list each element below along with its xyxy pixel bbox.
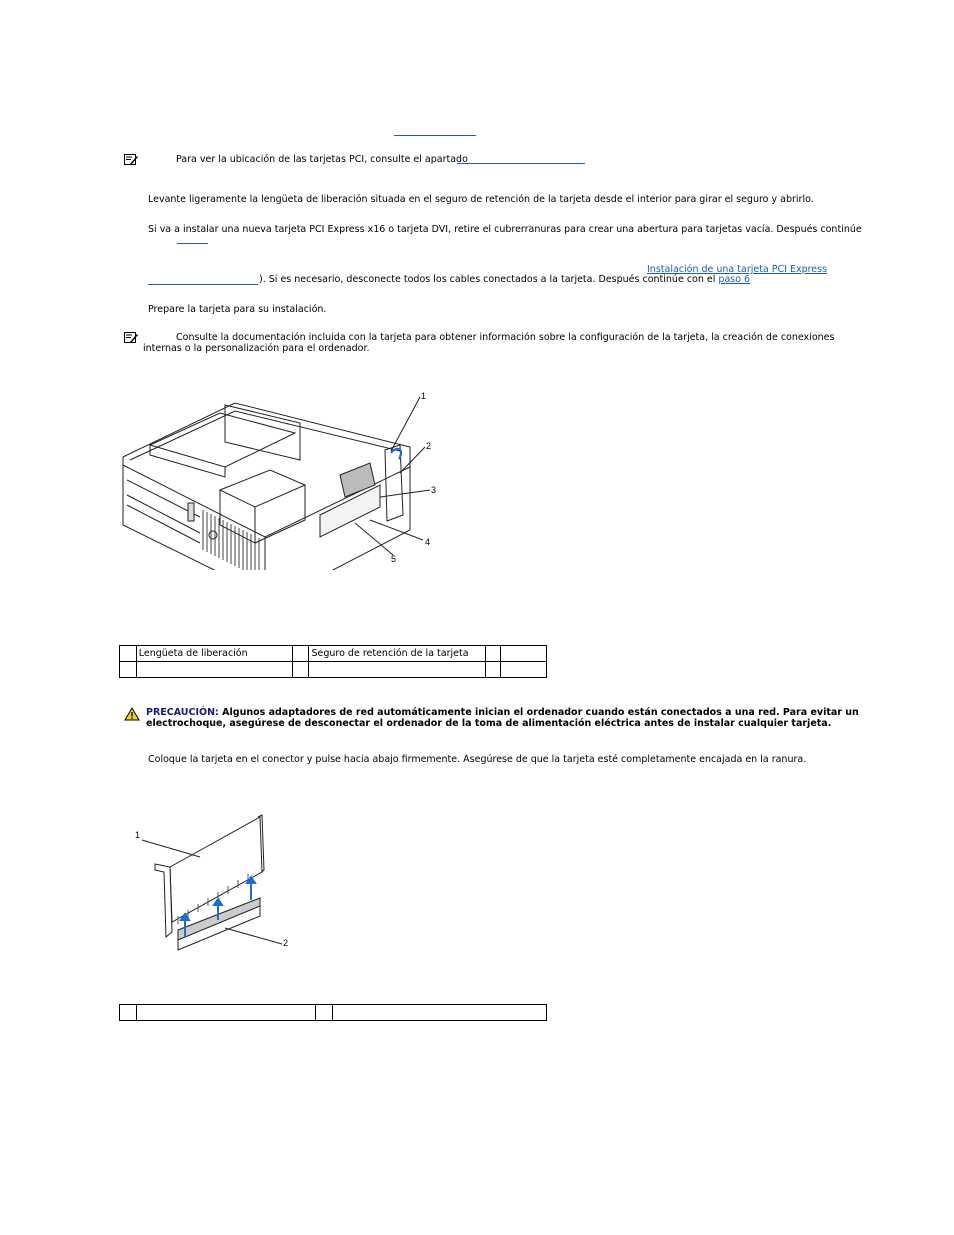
callout-2: 2 (283, 938, 289, 948)
table-cell (309, 662, 486, 678)
table-cell (120, 646, 137, 662)
link-underline-pci-location[interactable] (457, 163, 585, 164)
link-underline-install-pci[interactable] (148, 284, 258, 285)
table-row (120, 1005, 547, 1021)
note-documentation-line1: Consulte la documentación incluida con la tarjeta para obtener información sobre la configuración de la tarjeta, la creación de conexiones (176, 332, 835, 343)
table-cell (500, 662, 546, 678)
step-prepare: Prepare la tarjeta para su instalación. (148, 304, 327, 315)
note-pci-location-text: Para ver la ubicación de las tarjetas PCI, consulte el apartado (176, 154, 468, 165)
link-install-pci-express[interactable]: Instalación de una tarjeta PCI Express (647, 264, 828, 275)
step-place-card: Coloque la tarjeta en el conector y pulse hacia abajo firmemente. Asegúrese de que la tarjeta esté completamente encajada en la ranura. (148, 754, 807, 765)
table-cell (486, 646, 501, 662)
step-replace-text (259, 274, 750, 285)
caution-text-1: Algunos adaptadores de red automáticamente inician el ordenador cuando están conectados a una red. Para evitar un (222, 707, 859, 718)
table-cell (486, 662, 501, 678)
note-documentation-line2: internas o la personalización para el ordenador. (143, 343, 370, 354)
note-pencil-icon (124, 332, 138, 344)
callout-5: 5 (391, 554, 397, 564)
callout-2: 2 (426, 441, 432, 451)
caution-line2: electrochoque, asegúrese de desconectar el ordenador de la toma de alimentación eléctrica antes de instalar cualquier tarjeta. (146, 718, 832, 729)
table-cell (332, 1005, 547, 1021)
table-cell (120, 1005, 137, 1021)
caution-label: PRECAUCIÓN: (146, 707, 219, 718)
step-release-tab: Levante ligeramente la lengüeta de liberación situada en el seguro de retención de la tarjeta desde el interior para girar el seguro y abrirlo. (148, 194, 814, 205)
table-cell (315, 1005, 332, 1021)
figure-card-connector (130, 812, 300, 960)
table-cell: Lengüeta de liberación (136, 646, 292, 662)
parts-table-1 (119, 645, 547, 678)
note-pencil-icon (124, 154, 138, 166)
caution-warning-icon (124, 707, 140, 721)
step-install-new: Si va a instalar una nueva tarjeta PCI Express x16 o tarjeta DVI, retire el cubrerranuras para crear una abertura para tarjetas vacía. Después continúe (148, 224, 862, 235)
table-cell (136, 1005, 315, 1021)
table-row (120, 646, 547, 662)
table-cell (500, 646, 546, 662)
table-cell: Seguro de retención de la tarjeta (309, 646, 486, 662)
table-cell (120, 662, 137, 678)
step-replace-rest: ). Si es necesario, desconecte todos los cables conectados a la tarjeta. Después continúe con el (259, 274, 716, 285)
link-underline-continue[interactable] (177, 243, 208, 244)
table-cell (136, 662, 292, 678)
table-cell (292, 646, 309, 662)
callout-1: 1 (421, 391, 427, 401)
callout-1: 1 (135, 830, 141, 840)
parts-table-2 (119, 1004, 547, 1021)
caution-line1 (146, 707, 859, 718)
link-step-6[interactable]: paso 6 (718, 274, 751, 285)
figure-computer-interior (115, 385, 445, 570)
table-cell (292, 662, 309, 678)
table-row (120, 662, 547, 678)
callout-3: 3 (431, 485, 437, 495)
callout-4: 4 (425, 537, 431, 547)
link-underline-top[interactable] (394, 135, 476, 136)
